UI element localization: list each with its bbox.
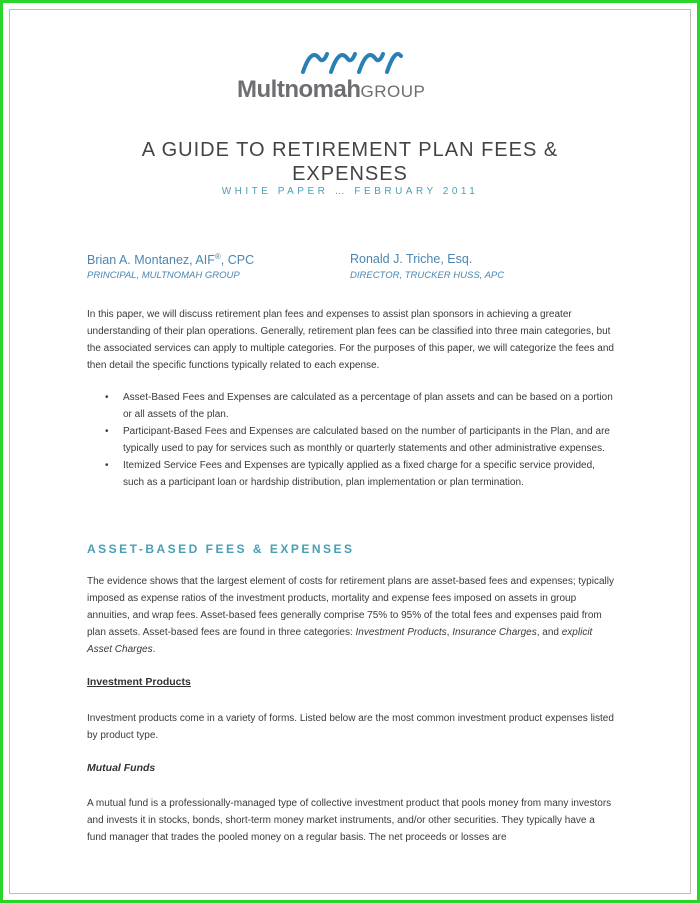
logo-wordmark: MultnomahGROUP <box>237 76 426 103</box>
document-title: A GUIDE TO RETIREMENT PLAN FEES & EXPENSES <box>141 139 559 185</box>
list-item: • Participant-Based Fees and Expenses are calculated based on the number of participants in the Plan, and are typically used to pay for services such as monthly or quarterly statements and other administrative expenses. <box>105 423 615 457</box>
intro-paragraph: In this paper, we will discuss retirement plan fees and expenses to assist plan sponsors in achieving a greater understanding of their plan operations. Generally, retirement plan fees can be classified into three main categories, but the associated services can apply to multiple categories. For the purposes of this paper, we will categorize the fees and then detail the specific functions typically related to each expense. <box>87 309 614 371</box>
fee-categories-list <box>105 389 615 491</box>
company-logo <box>237 44 465 104</box>
author-name-1: Brian A. Montanez, AIF®, CPC <box>87 252 255 268</box>
document-subtitle: WHITE PAPER … FEBRUARY 2011 <box>221 186 479 197</box>
mutual-funds-paragraph: A mutual fund is a professionally-managed type of collective investment product that pools money from many investors and invests it in stocks, bonds, short-term money market instruments, and/or other securities. They typically have a fund manager that trades the pooled money on a regular basis. The net proceeds or losses are <box>87 798 612 843</box>
author-name-2: Ronald J. Triche, Esq. <box>350 252 473 266</box>
list-item: • Itemized Service Fees and Expenses are typically applied as a fixed charge for a specific service provided, such as a participant loan or hardship distribution, plan implementation or plan termination. <box>105 457 615 491</box>
wave-logo-icon <box>297 44 407 76</box>
author-role-1: PRINCIPAL, MULTNOMAH GROUP <box>87 270 240 281</box>
section-paragraph: The evidence shows that the largest element of costs for retirement plans are asset-based fees and expenses; typically imposed as expense ratios of the investment products, mortality and expense fees imposed on assets in group annuities, and wrap fees. Asset-based fees generally comprise 75% to 95% of the total fees and expenses paid from plan assets. Asset-based fees are found in three categories: Investment Products, Insurance Charges, and explicit Asset Charges. <box>87 576 614 655</box>
investment-products-paragraph: Investment products come in a variety of forms. Listed below are the most common investment product expenses listed by product type. <box>87 713 614 741</box>
investment-products-heading: Investment Products <box>87 676 191 688</box>
author-role-2: DIRECTOR, TRUCKER HUSS, APC <box>350 270 505 281</box>
section-heading: ASSET-BASED FEES & EXPENSES <box>87 542 355 556</box>
list-item: • Asset-Based Fees and Expenses are calculated as a percentage of plan assets and can be based on a portion or all assets of the plan. <box>105 389 615 423</box>
mutual-funds-heading: Mutual Funds <box>87 762 156 774</box>
